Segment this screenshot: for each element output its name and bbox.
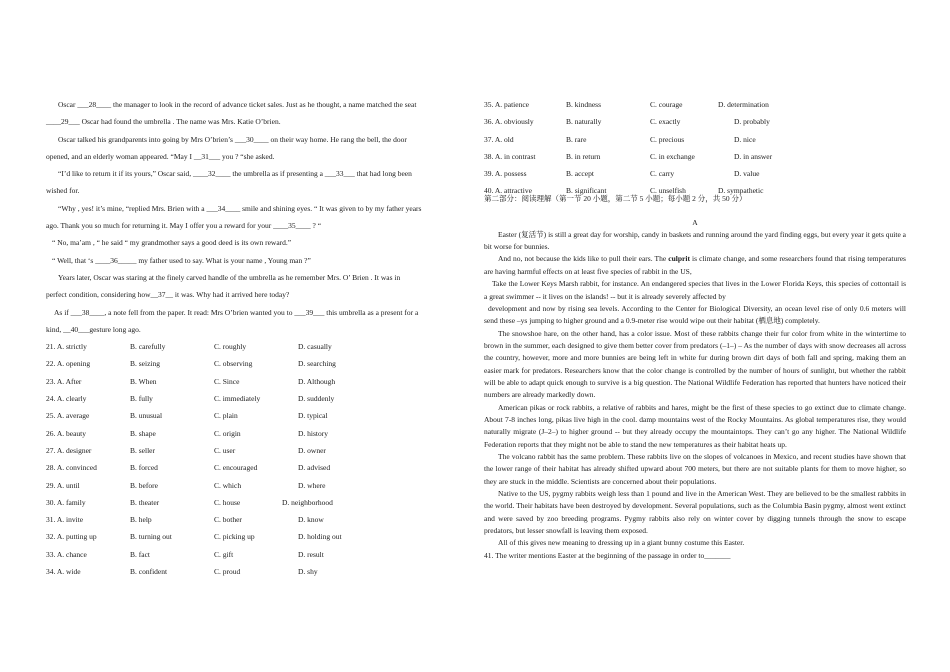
option[interactable]: C. precious: [650, 134, 685, 144]
option[interactable]: 26. A. beauty: [46, 428, 86, 438]
option[interactable]: 40. A. attractive: [484, 186, 532, 196]
option[interactable]: B. help: [130, 515, 152, 525]
option[interactable]: D. searching: [298, 359, 336, 369]
option[interactable]: C. courage: [650, 100, 683, 109]
option[interactable]: C. exactly: [650, 117, 681, 127]
cloze-line-13: As if ___38____, a note fell from the paper. It read: Mrs O’brien wanted you to ___39___ this umbrella as a present for a: [54, 307, 419, 317]
option[interactable]: C. house: [214, 497, 241, 507]
cloze-line-4: opened, and an elderly woman appeared. “May I __31___ you ? “she asked.: [46, 151, 275, 161]
cloze-line-5: “I’d like to return it if its yours,” Oscar said, ____32____ the umbrella as if presenting a ___33___ that had long been: [58, 169, 412, 179]
option[interactable]: D. sympathetic: [718, 186, 764, 196]
option-row-39: [484, 165, 906, 182]
option[interactable]: 22. A. opening: [46, 359, 91, 369]
option[interactable]: B. rare: [566, 134, 587, 144]
option[interactable]: 25. A. average: [46, 411, 90, 421]
option[interactable]: 27. A. designer: [46, 445, 92, 455]
option[interactable]: C. unselfish: [650, 186, 686, 196]
option[interactable]: B. theater: [130, 497, 160, 507]
option-row-29: [46, 477, 464, 494]
bold-word-culprit: culprit: [668, 254, 690, 264]
right-column: [484, 96, 906, 562]
passage-paragraph-3: Take the Lower Keys Marsh rabbit, for instance. An endangered species that lives in the Lower Florida Keys, this species of cottontail is a great swimmer -- it lives on the islands! -- but it is already severely affected by: [484, 279, 906, 301]
option[interactable]: D. result: [298, 549, 324, 559]
passage-paragraph-8: Native to the US, pygmy rabbits weigh less than 1 pound and live in the American West. They are believed to be the smallest rabbits in the world. Their habitats have been destroyed by development. Several populations, such as the Columbia Basin pygmy, almost went extinct and were saved by zoo breeding programs. Pygmy rabbits also rely on winter cover by digging tunnels through the snow to escape predators, but lesser snowfall is leaving them exposed.: [484, 489, 906, 536]
option[interactable]: B. confident: [130, 567, 168, 577]
option[interactable]: C. proud: [214, 567, 241, 577]
option[interactable]: B. kindness: [566, 100, 602, 109]
option-row-38: [484, 148, 906, 165]
option[interactable]: C. picking up: [214, 532, 255, 542]
option-row-36: [484, 113, 906, 130]
option[interactable]: D. determination: [718, 100, 769, 109]
option[interactable]: D. neighborhood: [282, 497, 333, 507]
option[interactable]: D. value: [734, 169, 760, 179]
left-column: [46, 96, 464, 580]
option[interactable]: B. carefully: [130, 342, 166, 352]
option-row-24: [46, 390, 464, 407]
option[interactable]: C. gift: [214, 549, 234, 559]
option[interactable]: C. bother: [214, 515, 242, 525]
cloze-line-11: Years later, Oscar was staring at the finely carved handle of the umbrella as he remember Mrs. O’ Brien . It was in: [58, 272, 401, 282]
option-row-32: [46, 528, 464, 545]
option[interactable]: B. shape: [130, 428, 156, 438]
option[interactable]: 31. A. invite: [46, 515, 84, 525]
option[interactable]: C. immediately: [214, 394, 261, 404]
option-row-30: [46, 494, 464, 511]
option-row-25: [46, 407, 464, 424]
option[interactable]: B. fully: [130, 394, 153, 404]
option-row-33: [46, 546, 464, 563]
option[interactable]: C. origin: [214, 428, 241, 438]
option[interactable]: 36. A. obviously: [484, 117, 534, 127]
option[interactable]: B. seizing: [130, 359, 160, 369]
option[interactable]: C. encouraged: [214, 463, 258, 473]
option[interactable]: D. shy: [298, 567, 318, 577]
option-row-34: [46, 563, 464, 580]
option[interactable]: B. When: [130, 376, 157, 386]
option[interactable]: D. holding out: [298, 532, 342, 542]
option[interactable]: D. history: [298, 428, 328, 438]
option[interactable]: B. before: [130, 480, 158, 490]
option-row-28: [46, 459, 464, 476]
cloze-line-1: Oscar ___28____ the manager to look in the record of advance ticket sales. Just as he thought, a name matched the seat: [58, 100, 417, 109]
option[interactable]: D. suddenly: [298, 394, 335, 404]
option-row-37: [484, 131, 906, 148]
option[interactable]: 30. A. family: [46, 497, 86, 507]
cloze-line-7: “Why , yes! it’s mine, “replied Mrs. Brien with a ___34____ smile and shining eyes. “ It was given to by my father years: [58, 203, 422, 213]
option[interactable]: D. know: [298, 515, 324, 525]
option[interactable]: B. unusual: [130, 411, 163, 421]
option[interactable]: 28. A. convinced: [46, 463, 97, 473]
option[interactable]: 23. A. After: [46, 376, 82, 386]
option[interactable]: D. probably: [734, 117, 770, 127]
passage-letter: A: [692, 217, 698, 227]
option[interactable]: B. in return: [566, 151, 601, 161]
cloze-line-6: wished for.: [46, 186, 80, 196]
option-row-31: [46, 511, 464, 528]
passage-paragraph-2-text: And no, not because the kids like to pull their ears. The culprit is climate change, and some researchers found that rising temperatures are having harmful effects on at least five species of rabbit in the US,: [484, 254, 906, 276]
option[interactable]: C. in exchange: [650, 151, 695, 161]
option[interactable]: C. Since: [214, 376, 240, 386]
question-41: 41. The writer mentions Easter at the beginning of the passage in order to_______: [484, 550, 731, 560]
option[interactable]: D. advised: [298, 463, 331, 473]
option[interactable]: D. casually: [298, 342, 332, 352]
option-row-23: [46, 373, 464, 390]
option-row-22: [46, 355, 464, 372]
option[interactable]: 37. A. old: [484, 134, 514, 144]
option[interactable]: D. nice: [734, 134, 756, 144]
option[interactable]: C. plain: [214, 411, 238, 421]
option[interactable]: D. Although: [298, 376, 336, 386]
passage-paragraph-6: American pikas or rock rabbits, a relative of rabbits and hares, might be the first of these species to go extinct due to climate change. About 7-8 inches long, pikas live high in the cool. damp mountains west of the Rocky Mountains. As global temperatures rise, they would naturally migrate (J–2–) to higher ground -- but they already occupy the mountaintops. They can’t go any higher. The National Wildlife Federation reports that they might not be able to stand the new temperatures as their habitat heats up.: [484, 402, 906, 449]
cloze-line-9: “ No, ma’am , “ he said “ my grandmother says a good deed is its own reward.”: [52, 238, 292, 248]
options-block-left: [46, 338, 464, 580]
option[interactable]: B. fact: [130, 549, 150, 559]
passage-paragraph-2: [484, 253, 906, 278]
option[interactable]: C. roughly: [214, 342, 247, 352]
option[interactable]: C. user: [214, 445, 236, 455]
option[interactable]: C. carry: [650, 169, 675, 179]
passage-paragraph-1: Easter (复活节) is still a great day for worship, candy in baskets and running around the yard finding eggs, but every year it gets quite a bit worse for bunnies.: [484, 229, 906, 252]
option-row-35: [484, 96, 906, 113]
option[interactable]: 29. A. until: [46, 480, 80, 490]
cloze-line-14: kind, __40___gesture long ago.: [46, 324, 141, 334]
option[interactable]: B. naturally: [566, 117, 602, 127]
option[interactable]: 33. A. chance: [46, 549, 87, 559]
passage-paragraph-4: development and now by rising sea levels. According to the Center for Biological Diversity, an ocean level rise of only 0.6 meters will send these –ys jumping to higher ground and a 0.9-meter rise would wipe out their habitat (栖息地) completely.: [484, 303, 906, 326]
option[interactable]: D. owner: [298, 445, 326, 455]
option-row-26: [46, 425, 464, 442]
cloze-line-2: ____29___ Oscar had found the umbrella . The name was Mrs. Katie O’brien.: [46, 117, 281, 127]
cloze-line-10: “ Well, that ‘s ____36_____ my father used to say. What is your name , Young man ?”: [52, 255, 311, 265]
option[interactable]: C. which: [214, 480, 242, 490]
option[interactable]: B. turning out: [130, 532, 172, 542]
passage-paragraph-9: All of this gives new meaning to dressing up in a giant bunny costume this Easter.: [498, 538, 745, 548]
option-row-27: [46, 442, 464, 459]
option[interactable]: D. where: [298, 480, 326, 490]
option[interactable]: 32. A. putting up: [46, 532, 97, 542]
passage-paragraph-5: The snowshoe hare, on the other hand, has a color issue. Most of these rabbits change their fur color from white in the wintertime to brown in the summer, each designed to give them better cover from predators (–1–) – As the number of days with snow decreases all across the country, however, more and more bunnies are being left in white fur during brown dirt days of both fall and spring, making them an easier mark for predators. Researchers know that the color change is controlled by the number of hours of sunlight, but whether the rabbit will be able to adapt quick enough to survive is a big question. The National Wildlife Federation has reported that hunters have noticed their numbers are already markedly down.: [484, 328, 906, 400]
option[interactable]: B. forced: [130, 463, 158, 473]
option[interactable]: D. in answer: [734, 151, 773, 161]
option[interactable]: 39. A. possess: [484, 169, 527, 179]
option-row-21: [46, 338, 464, 355]
section-title: 第二部分：阅读理解（第一节 20 小题，第二节 5 小题；每小题 2 分，共 50 分）: [484, 193, 747, 203]
passage-paragraph-7: The volcano rabbit has the same problem. These rabbits live on the slopes of volcanoes in Mexico, and recent studies have shown that the lower range of their habitat has already shifted upward about 700 meters, but there are not suitable plants for them to move higher, so they are stuck in the middle. Scientists are concerned about their populations.: [484, 451, 906, 486]
cloze-line-8: ago. Thank you so much for returning it. May I offer you a reward for your ____35____ ? “: [46, 221, 322, 231]
option[interactable]: D. typical: [298, 411, 328, 421]
option[interactable]: 24. A. clearly: [46, 394, 87, 404]
cloze-line-3: Oscar talked his grandparents into going by Mrs O’brien’s ___30____ on their way home. He rang the bell, the door: [58, 134, 407, 144]
options-block-right: [484, 96, 906, 200]
option[interactable]: B. significant: [566, 186, 607, 196]
option[interactable]: C. observing: [214, 359, 253, 369]
cloze-line-12: perfect condition, considering how__37__ it was. Why had it arrived here today?: [46, 290, 290, 300]
option[interactable]: B. seller: [130, 445, 155, 455]
option[interactable]: 38. A. in contrast: [484, 151, 536, 161]
option[interactable]: B. accept: [566, 169, 594, 179]
option[interactable]: 35. A. patience: [484, 100, 529, 109]
option[interactable]: 21. A. strictly: [46, 342, 87, 352]
option[interactable]: 34. A. wide: [46, 567, 81, 577]
